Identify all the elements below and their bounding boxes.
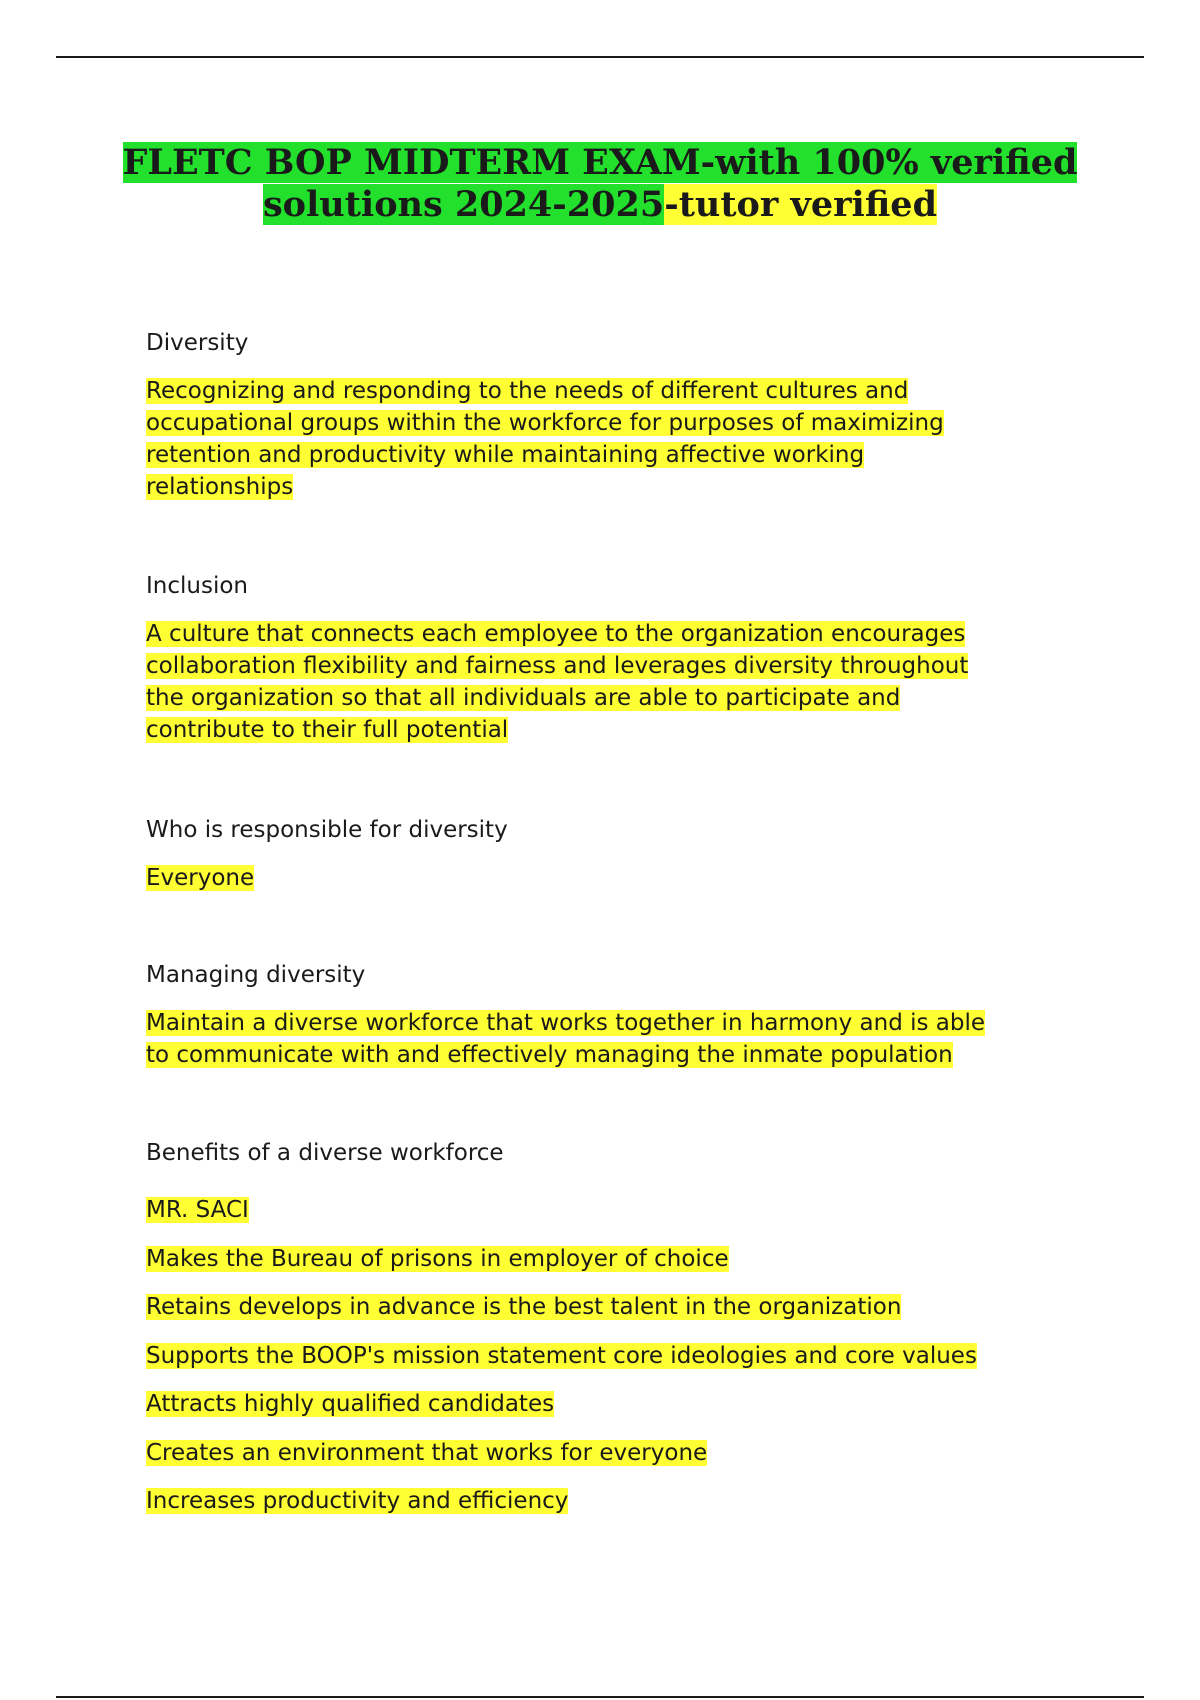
- bottom-rule: [56, 1696, 1144, 1698]
- title-part-3: -tutor verified: [664, 184, 938, 225]
- answer-line: Increases productivity and efficiency: [146, 1488, 569, 1514]
- answer-line: contribute to their full potential: [146, 717, 509, 743]
- answer-line: relationships: [146, 474, 294, 500]
- answer-line: occupational groups within the workforce for purposes of maximizing: [146, 410, 944, 436]
- answer-line: Retains develops in advance is the best talent in the organization: [146, 1294, 902, 1320]
- answer-line: Attracts highly qualified candidates: [146, 1391, 555, 1417]
- answer-line: Supports the BOOP's mission statement core ideologies and core values: [146, 1342, 977, 1369]
- answer-line: Creates an environment that works for everyone: [146, 1439, 708, 1466]
- answer-line: Everyone: [146, 865, 255, 891]
- question-term: Who is responsible for diversity: [146, 817, 508, 843]
- document-title: [100, 142, 1100, 226]
- title-part-2: solutions 2024-2025: [262, 184, 665, 225]
- answer-line: retention and productivity while maintaining affective working: [146, 442, 865, 468]
- answer-line: Makes the Bureau of prisons in employer of choice: [146, 1245, 729, 1272]
- answer-definition: [146, 375, 1046, 503]
- answer-line: to communicate with and effectively managing the inmate population: [146, 1042, 953, 1068]
- answer-definition: [146, 1186, 1046, 1526]
- top-rule: [56, 56, 1144, 58]
- title-part-1: FLETC BOP MIDTERM EXAM-with 100% verified: [122, 142, 1078, 183]
- question-term: Managing diversity: [146, 962, 366, 988]
- answer-line: MR. SACI: [146, 1197, 249, 1223]
- answer-definition: [146, 618, 1046, 746]
- answer-definition: [146, 862, 1046, 894]
- answer-line: A culture that connects each employee to the organization encourages: [146, 621, 966, 647]
- question-term: Diversity: [146, 330, 249, 356]
- answer-line: Maintain a diverse workforce that works together in harmony and is able: [146, 1010, 986, 1036]
- answer-definition: [146, 1007, 1046, 1071]
- answer-line: Recognizing and responding to the needs of different cultures and: [146, 378, 909, 404]
- question-term: Benefits of a diverse workforce: [146, 1140, 504, 1166]
- question-term: Inclusion: [146, 573, 248, 599]
- answer-line: collaboration flexibility and fairness and leverages diversity throughout: [146, 653, 969, 679]
- answer-line: the organization so that all individuals are able to participate and: [146, 685, 901, 711]
